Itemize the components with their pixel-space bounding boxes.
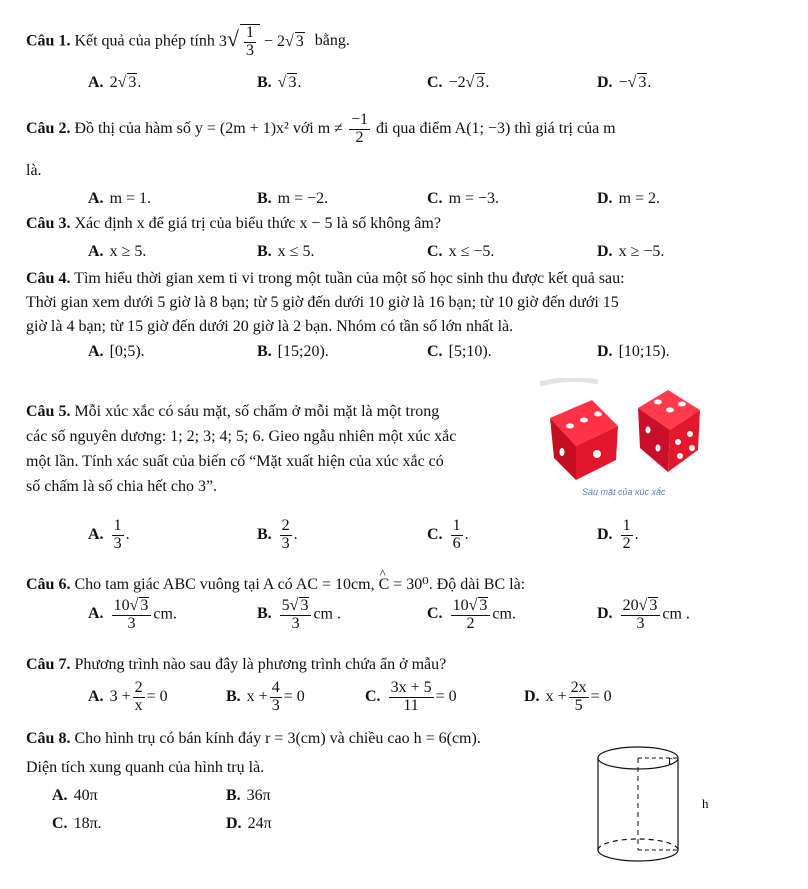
cylinder-radius-label: r — [668, 752, 673, 767]
q3-number: Câu 3. — [26, 215, 71, 232]
dice-caption: Sáu mặt của xúc xắc — [582, 487, 666, 497]
q8-line2: Diện tích xung quanh của hình trụ là. — [26, 759, 265, 776]
q1-expression: 3√ $\frac{1}{3}$ − 2√ 3 — [218, 24, 304, 59]
q1-stem — [26, 24, 350, 60]
q4-number: Câu 4. — [26, 270, 71, 287]
q6-option-b[interactable]: B. $\frac{5√ 3}{3}$ cm . — [257, 597, 341, 632]
q2-option-b[interactable]: B. m = −2. — [257, 190, 329, 207]
cylinder-height-label: h — [702, 796, 709, 811]
q3-option-a[interactable]: A. x ≥ 5. — [88, 243, 147, 260]
die-left — [550, 400, 618, 480]
q3-option-b[interactable]: B. x ≤ 5. — [257, 243, 315, 260]
q8-option-d[interactable]: D. 24π — [226, 815, 272, 832]
q2-fraction: $\frac{-1}{2}$ — [350, 111, 368, 146]
q1-option-b[interactable]: B. √ 3. — [257, 74, 302, 91]
q8-option-c[interactable]: C. 18π. — [52, 815, 102, 832]
q2-stem — [26, 112, 616, 147]
q5-option-a[interactable]: A. $\frac{1}{3}$ . — [88, 517, 130, 552]
angle-c: ^ C — [379, 576, 390, 594]
q4-option-c[interactable]: C. [5;10). — [427, 343, 492, 360]
q5-option-d[interactable]: D. $\frac{1}{2}$ . — [597, 517, 639, 552]
q7-number: Câu 7. — [26, 656, 71, 673]
q3-stem — [26, 215, 441, 233]
q2-text1: Đồ thị của hàm số — [74, 119, 191, 137]
q7-option-a[interactable]: A. 3 + $\frac{2}{x}$ = 0 — [88, 679, 168, 714]
q4-line1: Câu 4. Tìm hiểu thời gian xem ti vi trong một tuần của một số học sinh thu được kết quả sau: — [26, 270, 625, 287]
q2-option-c[interactable]: C. m = −3. — [427, 190, 500, 207]
q4-line2: Thời gian xem dưới 5 giờ là 8 bạn; từ 5 giờ đến dưới 10 giờ là 16 bạn; từ 10 giờ đến dưới 15 — [26, 294, 619, 311]
q1-text-before: Kết quả của phép tính — [74, 32, 215, 50]
q1-text-after: bằng. — [314, 32, 350, 50]
q2-line2: là. — [26, 162, 42, 179]
dice-shadow — [540, 379, 598, 384]
q4-option-d[interactable]: D. [10;15). — [597, 343, 670, 360]
q5-line1: Câu 5. Mỗi xúc xắc có sáu mặt, số chấm ở mỗi mặt là một trong — [26, 403, 440, 420]
q4-line3: giờ là 4 bạn; từ 15 giờ đến dưới 20 giờ là 2 bạn. Nhóm có tần số lớn nhất là. — [26, 318, 514, 335]
q1-option-d[interactable]: D. −√ 3. — [597, 74, 652, 91]
q7-stem: Câu 7. Phương trình nào sau đây là phương trình chứa ẩn ở mẫu? — [26, 656, 447, 673]
q5-line2: các số nguyên dương: 1; 2; 3; 4; 5; 6. Gieo ngẫu nhiên một xúc xắc — [26, 428, 457, 445]
q8-option-a[interactable]: A. 40π — [52, 787, 98, 804]
q5-line4: số chấm là số chia hết cho 3”. — [26, 478, 218, 495]
q3-text: Xác định x để giá trị của biểu thức x − 5 là số không âm? — [74, 215, 441, 232]
q1-number: Câu 1. — [26, 32, 71, 50]
q2-function: y = (2m + 1)x² với m ≠ — [194, 119, 343, 137]
q4-option-b[interactable]: B. [15;20). — [257, 343, 329, 360]
q3-option-c[interactable]: C. x ≤ −5. — [427, 243, 495, 260]
q6-stem: Câu 6. Cho tam giác ABC vuông tại A có AC = 10cm, ^ C = 30⁰. Độ dài BC là: — [26, 574, 525, 594]
q2-option-a[interactable]: A. m = 1. — [88, 190, 152, 207]
die-right — [638, 390, 700, 472]
q3-option-d[interactable]: D. x ≥ −5. — [597, 243, 665, 260]
q2-text2: đi qua điểm A(1; −3) thì giá trị của m — [375, 119, 616, 137]
q8-option-b[interactable]: B. 36π — [226, 787, 271, 804]
q1-option-c[interactable]: C. −2√ 3. — [427, 74, 490, 91]
q5-option-b[interactable]: B. $\frac{2}{3}$ . — [257, 517, 298, 552]
q2-number: Câu 2. — [26, 119, 71, 137]
dice-illustration — [540, 378, 710, 482]
q6-option-d[interactable]: D. $\frac{20√ 3}{3}$ cm . — [597, 597, 690, 632]
q6-number: Câu 6. — [26, 576, 71, 593]
q4-option-a[interactable]: A. [0;5). — [88, 343, 145, 360]
q2-option-d[interactable]: D. m = 2. — [597, 190, 661, 207]
q5-number: Câu 5. — [26, 403, 71, 420]
q8-number: Câu 8. — [26, 730, 71, 747]
q5-line3: một lần. Tính xác suất của biến cố “Mặt xuất hiện của xúc xắc có — [26, 453, 444, 470]
q5-option-c[interactable]: C. $\frac{1}{6}$ . — [427, 517, 469, 552]
q6-option-c[interactable]: C. $\frac{10√ 3}{2}$ cm. — [427, 597, 516, 632]
q6-option-a[interactable]: A. $\frac{10√ 3}{3}$ cm. — [88, 597, 177, 632]
q1-option-a[interactable]: A. 2√ 3. — [88, 74, 142, 91]
cylinder-figure — [590, 740, 720, 880]
q7-option-c[interactable]: C. $\frac{3x + 5}{11}$ = 0 — [365, 679, 457, 714]
q7-option-b[interactable]: B. x + $\frac{4}{3}$ = 0 — [226, 679, 305, 714]
q7-option-d[interactable]: D. x + $\frac{2x}{5}$ = 0 — [524, 679, 612, 714]
q8-line1: Câu 8. Cho hình trụ có bán kính đáy r = 3(cm) và chiều cao h = 6(cm). — [26, 730, 481, 747]
